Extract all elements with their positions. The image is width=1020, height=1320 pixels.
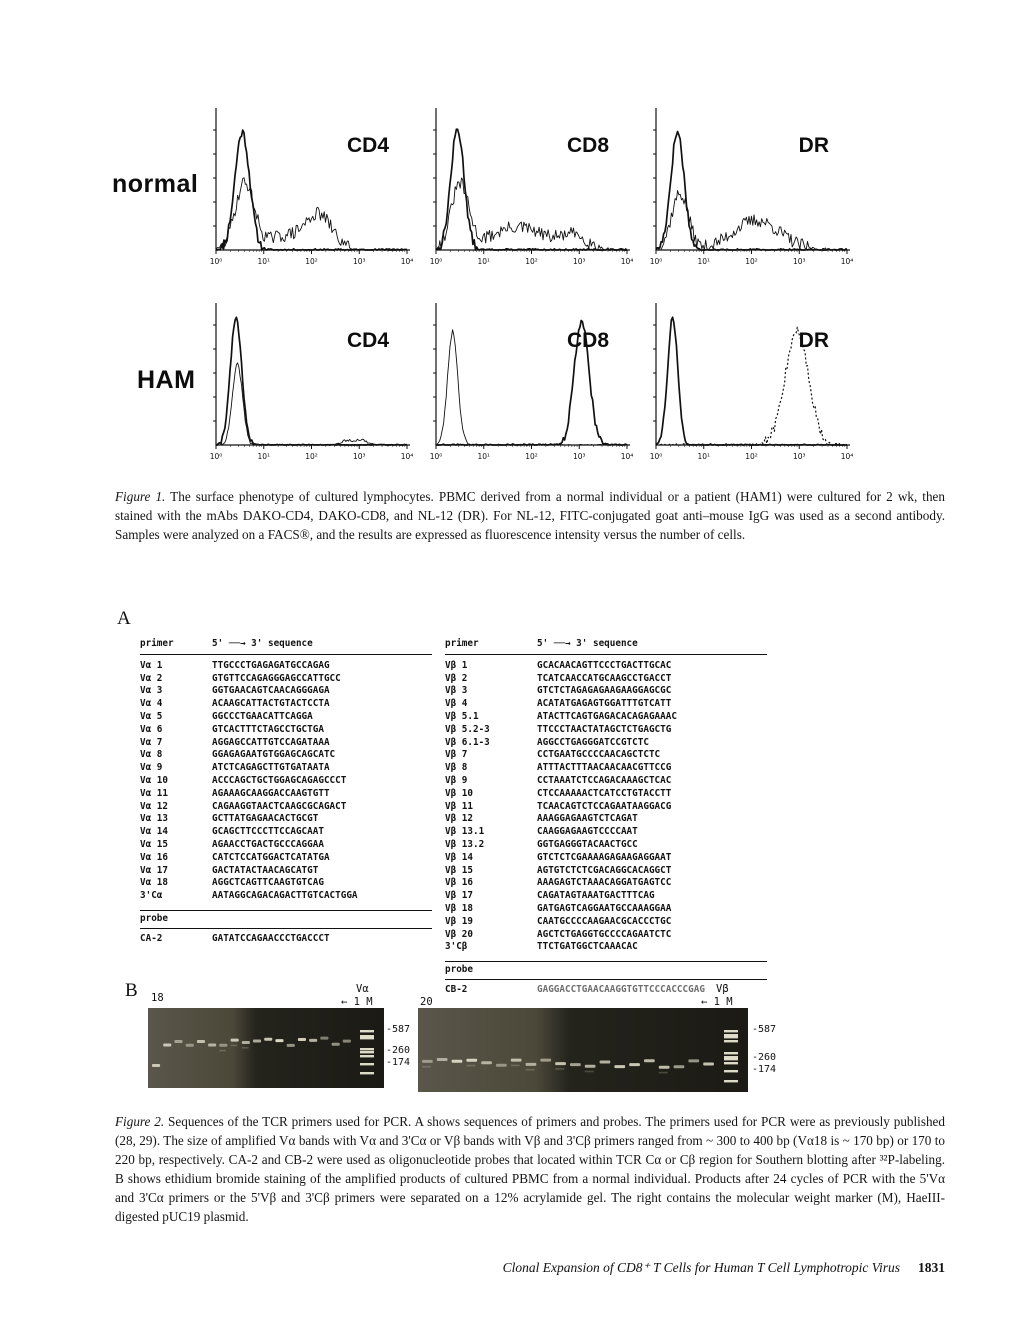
primer-name: Vα 12 (140, 800, 168, 812)
primer-row (445, 865, 767, 878)
primer-row (445, 698, 767, 711)
primer-sequence: GCAGCTTCCCTTCCAGCAAT (212, 826, 324, 838)
svg-text:10⁴: 10⁴ (620, 452, 634, 461)
primer-sequence: GTCTCTCGAAAAGAGAAGAGGAAT (537, 851, 672, 863)
probe-section-label: probe (140, 910, 432, 929)
primer-sequence: GGAGAGAATGTGGAGCAGCATC (212, 749, 336, 761)
svg-text:10³: 10³ (792, 257, 806, 266)
primer-table-header (445, 638, 767, 655)
svg-text:10¹: 10¹ (477, 452, 491, 461)
primer-row (445, 929, 767, 942)
primer-row (140, 877, 432, 890)
primer-name: Vα 14 (140, 826, 168, 838)
primer-sequence: CCTAAATCTCCAGACAAAGCTCAC (537, 774, 672, 786)
primer-name: Vβ 8 (445, 762, 468, 774)
primer-sequence: ATACTTCAGTGAGACACAGAGAAAC (537, 710, 677, 722)
primer-sequence: GGTGAGGGTACAACTGCC (537, 838, 638, 850)
primer-name: 3'Cβ (445, 941, 468, 953)
primer-row (445, 775, 767, 788)
svg-text:10¹: 10¹ (477, 257, 491, 266)
primer-sequence: GGTGAACAGTCAACAGGGAGA (212, 685, 330, 697)
primer-row (445, 852, 767, 865)
primer-header-name: primer (445, 638, 479, 649)
primer-sequence: CAGAAGGTAACTCAAGCGCAGACT (212, 800, 347, 812)
svg-text:CD4: CD4 (346, 329, 389, 352)
gel-valpha-marker-587: -587 (386, 1024, 411, 1035)
figure2-panel-b-label: B (125, 980, 138, 1001)
svg-text:10⁴: 10⁴ (840, 257, 854, 266)
primer-sequence: AGCTCTGAGGTGCCCCAGAATCTC (537, 928, 672, 940)
probe-name: CA-2 (140, 932, 163, 944)
primer-sequence: AAAGGAGAAGTCTCAGAT (537, 813, 638, 825)
svg-text:10¹: 10¹ (697, 452, 711, 461)
svg-text:10²: 10² (745, 452, 758, 461)
figure1-caption (115, 487, 945, 544)
primer-name: Vα 6 (140, 723, 163, 735)
primer-sequence: CAAGGAGAAGTCCCCAAT (537, 826, 638, 838)
primer-sequence: ATTTACTTTAACAACAACGTTCCG (537, 762, 672, 774)
primer-sequence: GGCCCTGAACATTCAGGA (212, 710, 313, 722)
primer-row (140, 813, 432, 826)
primer-sequence: ACATATGAGAGTGGATTTGTCATT (537, 698, 672, 710)
histogram-normal-cd8 (420, 100, 635, 285)
primer-row (445, 660, 767, 673)
primer-row (140, 673, 432, 686)
primer-name: Vα 9 (140, 762, 163, 774)
primer-header-name: primer (140, 638, 174, 649)
primer-row (140, 685, 432, 698)
primer-name: Vβ 13.2 (445, 838, 485, 850)
gel-valpha-marker-174: -174 (386, 1057, 411, 1068)
svg-text:10⁰: 10⁰ (209, 257, 223, 266)
svg-text:10⁰: 10⁰ (209, 452, 223, 461)
primer-row (140, 839, 432, 852)
primer-row (445, 877, 767, 890)
svg-text:10⁰: 10⁰ (649, 452, 663, 461)
primer-name: Vβ 16 (445, 877, 473, 889)
figure1-row-label-normal: normal (112, 170, 199, 198)
primer-name: Vβ 14 (445, 851, 473, 863)
primer-name: Vβ 17 (445, 890, 473, 902)
svg-text:10⁴: 10⁴ (400, 257, 414, 266)
primer-row (140, 852, 432, 865)
probe-row (140, 933, 432, 946)
svg-text:10⁰: 10⁰ (649, 257, 663, 266)
figure1-row-label-ham: HAM (137, 366, 196, 394)
gel-valpha-image (148, 1008, 384, 1088)
primer-sequence: AGAACCTGACTGCCCAGGAA (212, 838, 324, 850)
primer-sequence: ACAAGCATTACTGTACTCCTA (212, 698, 330, 710)
primer-name: Vα 16 (140, 851, 168, 863)
svg-text:10⁰: 10⁰ (429, 452, 443, 461)
svg-text:10⁴: 10⁴ (620, 257, 634, 266)
svg-text:10⁰: 10⁰ (429, 257, 443, 266)
primer-name: Vβ 6.1-3 (445, 736, 490, 748)
primer-row (140, 775, 432, 788)
primer-sequence: CTCCAAAAACTCATCCTGTACCTT (537, 787, 672, 799)
primer-table-valpha (140, 638, 432, 946)
primer-row (445, 941, 767, 954)
primer-sequence: AGTGTCTCTCGACAGGCACAGGCT (537, 864, 672, 876)
primer-name: Vβ 19 (445, 915, 473, 927)
primer-name: Vβ 13.1 (445, 826, 485, 838)
primer-name: Vβ 2 (445, 672, 468, 684)
primer-row (445, 749, 767, 762)
primer-name: Vα 15 (140, 838, 168, 850)
primer-sequence: GATGAGTCAGGAATGCCAAAGGAA (537, 902, 672, 914)
figure1-caption-lead: Figure 1. (115, 489, 166, 504)
primer-row (445, 724, 767, 737)
primer-name: Vα 13 (140, 813, 168, 825)
primer-name: Vβ 9 (445, 774, 468, 786)
primer-name: Vβ 1 (445, 659, 468, 671)
probe-section-label: probe (445, 961, 767, 980)
primer-name: Vβ 5.2-3 (445, 723, 490, 735)
gel-vbeta-marker-260: -260 (752, 1052, 777, 1063)
probe-sequence: GATATCCAGAACCCTGACCCT (212, 932, 330, 944)
svg-text:10³: 10³ (352, 452, 366, 461)
primer-sequence: AAAGAGTCTAAACAGGATGAGTCC (537, 877, 672, 889)
primer-sequence: GTCTCTAGAGAGAAGAAGGAGCGC (537, 685, 672, 697)
primer-sequence: ACCCAGCTGCTGGAGCAGAGCCCT (212, 774, 347, 786)
figure2-caption-text: Sequences of the TCR primers used for PCR. A shows sequences of primers and probes. The primers used for PCR were as previously published (28, 29). The size of amplified Vα bands with Vα and 3'Cα or Vβ bands with Vβ and 3'Cβ primers ranged from ~ 300 to 400 bp (Vα18 is ~ 170 bp) or 170 to 220 bp, respectively. CA-2 and CB-2 were used as oligonucleotide probes that located within TCR Cα or Cβ region for Southern blotting after ³²P-labeling. B shows ethidium bromide staining of the amplified products of cultured PBMC from a normal individual. Products after 24 cycles of PCR with the 5'Vα and 3'Cα primers or the 5'Vβ and 3'Cβ primers were separated on a 12% acrylamide gel. The right contains the molecular weight marker (M), HaeIII-digested pUC19 plasmid. (115, 1114, 946, 1224)
primer-name: Vβ 12 (445, 813, 473, 825)
svg-text:10¹: 10¹ (697, 257, 711, 266)
histogram-ham-cd4 (200, 295, 415, 480)
primer-sequence: GCACAACAGTTCCCTGACTTGCAC (537, 659, 672, 671)
primer-sequence: AGGCTCAGTTCAAGTGTCAG (212, 877, 324, 889)
primer-name: Vβ 15 (445, 864, 473, 876)
gel-vbeta-marker-174: -174 (752, 1064, 777, 1075)
primer-name: Vβ 10 (445, 787, 473, 799)
gel-valpha-marker-260: -260 (386, 1045, 411, 1056)
primer-sequence: ATCTCAGAGCTTGTGATAATA (212, 762, 330, 774)
primer-row (445, 916, 767, 929)
primer-row (140, 801, 432, 814)
svg-text:DR: DR (798, 134, 829, 157)
primer-row (140, 711, 432, 724)
primer-row (445, 801, 767, 814)
primer-sequence: GACTATACTAACAGCATGT (212, 864, 319, 876)
svg-text:CD8: CD8 (566, 329, 609, 352)
figure1-caption-text: The surface phenotype of cultured lymphocytes. PBMC derived from a normal individual or a patient (HAM1) were cultured for 2 wk, then stained with the mAbs DAKO-CD4, DAKO-CD8, and NL-12 (DR). For NL-12, FITC-conjugated goat anti–mouse IgG was used as a second antibody. Samples were analyzed on a FACS®, and the results are expressed as fluorescence intensity versus the number of cells. (115, 489, 945, 542)
probe-name: CB-2 (445, 983, 468, 995)
svg-text:10¹: 10¹ (257, 452, 271, 461)
histogram-normal-dr (640, 100, 855, 285)
primer-sequence: AGGCCTGAGGGATCCGTCTC (537, 736, 649, 748)
primer-header-sequence: 5' ──→ 3' sequence (537, 638, 638, 649)
gel-valpha-chain-label: Vα (356, 983, 369, 995)
primer-row (445, 711, 767, 724)
svg-text:10³: 10³ (572, 452, 586, 461)
svg-text:10²: 10² (525, 452, 538, 461)
gel-valpha-lane-direction-label: ← 1 M (341, 996, 373, 1008)
primer-name: Vα 4 (140, 698, 163, 710)
primer-sequence: TTCTGATGGCTCAAACAC (537, 941, 638, 953)
primer-name: Vα 10 (140, 774, 168, 786)
svg-text:10⁴: 10⁴ (840, 452, 854, 461)
histogram-normal-cd4 (200, 100, 415, 285)
primer-row (140, 660, 432, 673)
primer-name: Vα 1 (140, 659, 163, 671)
gel-valpha-first-lane-number: 18 (151, 992, 164, 1004)
primer-row (140, 749, 432, 762)
primer-header-sequence: 5' ──→ 3' sequence (212, 638, 313, 649)
svg-text:CD8: CD8 (566, 134, 609, 157)
primer-sequence: CAGATAGTAAATGACTTTCAG (537, 890, 655, 902)
primer-row (445, 737, 767, 750)
primer-sequence: TCATCAACCATGCAAGCCTGACCT (537, 672, 672, 684)
svg-text:10³: 10³ (352, 257, 366, 266)
primer-name: Vβ 4 (445, 698, 468, 710)
primer-sequence: TCAACAGTCTCCAGAATAAGGACG (537, 800, 672, 812)
primer-name: Vα 18 (140, 877, 168, 889)
primer-row (445, 903, 767, 916)
primer-row (445, 762, 767, 775)
primer-sequence: AATAGGCAGACAGACTTGTCACTGGA (212, 890, 358, 902)
primer-name: Vα 8 (140, 749, 163, 761)
primer-name: Vβ 18 (445, 902, 473, 914)
primer-sequence: GCTTATGAGAACACTGCGT (212, 813, 319, 825)
gel-vbeta-marker-587: -587 (752, 1024, 777, 1035)
primer-name: Vα 5 (140, 710, 163, 722)
primer-row (140, 724, 432, 737)
primer-table-vbeta (445, 638, 767, 997)
figure2-panel-a-label: A (117, 608, 131, 629)
svg-text:DR: DR (798, 329, 829, 352)
primer-row (140, 762, 432, 775)
primer-name: Vβ 11 (445, 800, 473, 812)
primer-row (140, 737, 432, 750)
svg-text:10²: 10² (745, 257, 758, 266)
primer-row (445, 813, 767, 826)
primer-row (140, 826, 432, 839)
running-title: Clonal Expansion of CD8⁺ T Cells for Human T Cell Lymphotropic Virus (502, 1260, 900, 1275)
histogram-ham-dr (640, 295, 855, 480)
probe-sequence: GAGGACCTGAACAAGGTGTTCCCACCCGAG (537, 983, 705, 995)
primer-name: Vα 7 (140, 736, 163, 748)
primer-row (445, 890, 767, 903)
primer-name: 3'Cα (140, 890, 163, 902)
primer-name: Vα 3 (140, 685, 163, 697)
svg-text:10³: 10³ (792, 452, 806, 461)
primer-sequence: CAATGCCCCAAGAACGCACCCTGC (537, 915, 672, 927)
primer-name: Vα 2 (140, 672, 163, 684)
primer-sequence: GTCACTTTCTAGCCTGCTGA (212, 723, 324, 735)
primer-sequence: TTCCCTAACTATAGCTCTGAGCTG (537, 723, 672, 735)
primer-table-header (140, 638, 432, 655)
primer-sequence: AGAAAGCAAGGACCAAGTGTT (212, 787, 330, 799)
gel-vbeta-lane-direction-label: ← 1 M (701, 996, 733, 1008)
probe-block (140, 910, 432, 946)
primer-name: Vβ 20 (445, 928, 473, 940)
primer-row (445, 788, 767, 801)
gel-vbeta-chain-label: Vβ (716, 983, 729, 995)
svg-text:10²: 10² (305, 452, 318, 461)
svg-text:10²: 10² (525, 257, 538, 266)
primer-row (445, 685, 767, 698)
primer-sequence: AGGAGCCATTGTCCAGATAAA (212, 736, 330, 748)
primer-name: Vβ 3 (445, 685, 468, 697)
gel-vbeta-image (418, 1008, 748, 1092)
svg-text:CD4: CD4 (346, 134, 389, 157)
svg-text:10³: 10³ (572, 257, 586, 266)
svg-text:10⁴: 10⁴ (400, 452, 414, 461)
primer-name: Vα 11 (140, 787, 168, 799)
page-number: 1831 (918, 1260, 945, 1275)
primer-row (140, 788, 432, 801)
primer-sequence: TTGCCCTGAGAGATGCCAGAG (212, 659, 330, 671)
histogram-ham-cd8 (420, 295, 635, 480)
primer-row (445, 673, 767, 686)
primer-name: Vβ 7 (445, 749, 468, 761)
figure2-caption (115, 1112, 945, 1226)
svg-text:10²: 10² (305, 257, 318, 266)
primer-sequence: CATCTCCATGGACTCATATGA (212, 851, 330, 863)
primer-row (445, 839, 767, 852)
primer-row (445, 826, 767, 839)
primer-row (140, 698, 432, 711)
svg-text:10¹: 10¹ (257, 257, 271, 266)
primer-row (140, 865, 432, 878)
primer-name: Vβ 5.1 (445, 710, 479, 722)
figure2-caption-lead: Figure 2. (115, 1114, 165, 1129)
page-footer (115, 1260, 945, 1276)
primer-row (140, 890, 432, 903)
gel-vbeta-first-lane-number: 20 (420, 996, 433, 1008)
primer-sequence: CCTGAATGCCCCAACAGCTCTC (537, 749, 661, 761)
primer-sequence: GTGTTCCAGAGGGAGCCATTGCC (212, 672, 341, 684)
primer-name: Vα 17 (140, 864, 168, 876)
